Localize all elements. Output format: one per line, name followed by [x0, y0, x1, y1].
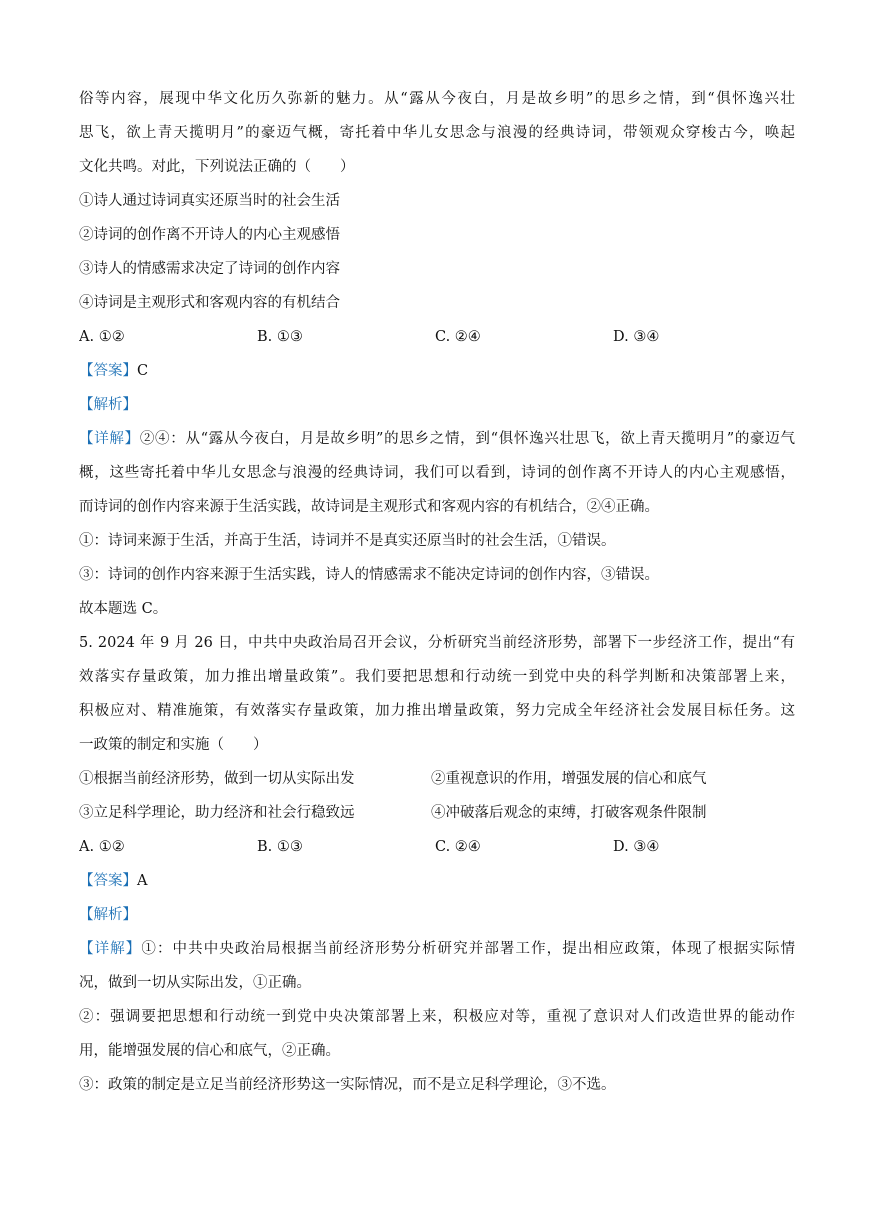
q4-option-b: B. ①③ [257, 329, 303, 345]
q4-conclusion: 故本题选 C。 [79, 601, 168, 617]
q4-detail-line: 概，这些寄托着中华儿女思念与浪漫的经典诗词，我们可以看到，诗词的创作离不开诗人的内心主观感悟， [79, 465, 795, 481]
q5-answer [79, 864, 795, 898]
analysis-tag: 【解析】 [79, 907, 137, 923]
q5-detail-line: ③：政策的制定是立足当前经济形势这一实际情况，而不是立足科学理论，③不选。 [79, 1077, 616, 1093]
q5-option-d: D. ③④ [613, 839, 660, 855]
q5-detail [79, 932, 795, 966]
q5-statement: ①根据当前经济形势，做到一切从实际出发 [79, 771, 355, 787]
detail-tag: 【详解】 [79, 431, 140, 447]
q5-stem-line: 积极应对、精准施策，有效落实存量政策，加力推出增量政策，努力完成全年经济社会发展目标任务。这 [79, 703, 795, 719]
q4-option-c: C. ②④ [435, 329, 481, 345]
q4-detail-line: 而诗词的创作内容来源于生活实践，故诗词是主观形式和客观内容的有机结合，②④正确。 [79, 499, 659, 515]
q4-detail [79, 422, 795, 456]
q5-detail-line: 用，能增强发展的信心和底气，②正确。 [79, 1043, 340, 1059]
q4-option-d: D. ③④ [613, 329, 660, 345]
q5-statement: ③立足科学理论，助力经济和社会行稳致远 [79, 805, 355, 821]
q5-option-a: A. ①② [79, 839, 125, 855]
q4-stem-line: 思飞，欲上青天揽明月”的豪迈气概，寄托着中华儿女思念与浪漫的经典诗词，带领观众穿梭古今，唤起 [79, 125, 795, 141]
q4-detail-line: ①：诗词来源于生活，并高于生活，诗词并不是真实还原当时的社会生活，①错误。 [79, 533, 616, 549]
detail-text: ①：中共中央政治局根据当前经济形势分析研究并部署工作，提出相应政策，体现了根据实际情 [141, 941, 795, 957]
q5-options [79, 830, 795, 864]
document-page [79, 82, 795, 1102]
q5-statement: ②重视意识的作用，增强发展的信心和底气 [431, 771, 707, 787]
q4-statement: ①诗人通过诗词真实还原当时的社会生活 [79, 193, 340, 209]
q5-analysis [79, 898, 795, 932]
answer-value: C [137, 363, 149, 379]
q5-stem-line: 一政策的制定和实施（ ） [79, 737, 268, 753]
q5-stem-line: 5. 2024 年 9 月 26 日，中共中央政治局召开会议，分析研究当前经济形势，部署下一步经济工作，提出“有 [79, 635, 795, 651]
q4-analysis [79, 388, 795, 422]
answer-tag: 【答案】 [79, 873, 137, 889]
q4-statement: ③诗人的情感需求决定了诗词的创作内容 [79, 261, 340, 277]
q4-stem-line: 俗等内容，展现中华文化历久弥新的魅力。从“露从今夜白，月是故乡明”的思乡之情，到“俱怀逸兴壮 [79, 91, 795, 107]
q4-option-a: A. ①② [79, 329, 125, 345]
q5-detail-line: ②：强调要把思想和行动统一到党中央决策部署上来，积极应对等，重视了意识对人们改造世界的能动作 [79, 1009, 795, 1025]
q4-options [79, 320, 795, 354]
analysis-tag: 【解析】 [79, 397, 137, 413]
q5-option-b: B. ①③ [257, 839, 303, 855]
q5-statement-row [79, 796, 795, 830]
q4-statement: ④诗词是主观形式和客观内容的有机结合 [79, 295, 340, 311]
q5-statement-row [79, 762, 795, 796]
q4-stem-line: 文化共鸣。对此，下列说法正确的（ ） [79, 159, 355, 175]
answer-value: A [137, 873, 148, 889]
detail-tag: 【详解】 [79, 941, 142, 957]
detail-text: ②④：从“露从今夜白，月是故乡明”的思乡之情，到“俱怀逸兴壮思飞，欲上青天揽明月”的豪迈气 [139, 431, 795, 447]
q4-answer [79, 354, 795, 388]
q5-stem-line: 效落实存量政策，加力推出增量政策”。我们要把思想和行动统一到党中央的科学判断和决策部署上来， [79, 669, 795, 685]
q4-detail-line: ③：诗词的创作内容来源于生活实践，诗人的情感需求不能决定诗词的创作内容，③错误。 [79, 567, 659, 583]
q5-statement: ④冲破落后观念的束缚，打破客观条件限制 [431, 805, 707, 821]
q5-option-c: C. ②④ [435, 839, 481, 855]
q5-detail-line: 况，做到一切从实际出发，①正确。 [79, 975, 311, 991]
answer-tag: 【答案】 [79, 363, 137, 379]
q4-statement: ②诗词的创作离不开诗人的内心主观感悟 [79, 227, 340, 243]
